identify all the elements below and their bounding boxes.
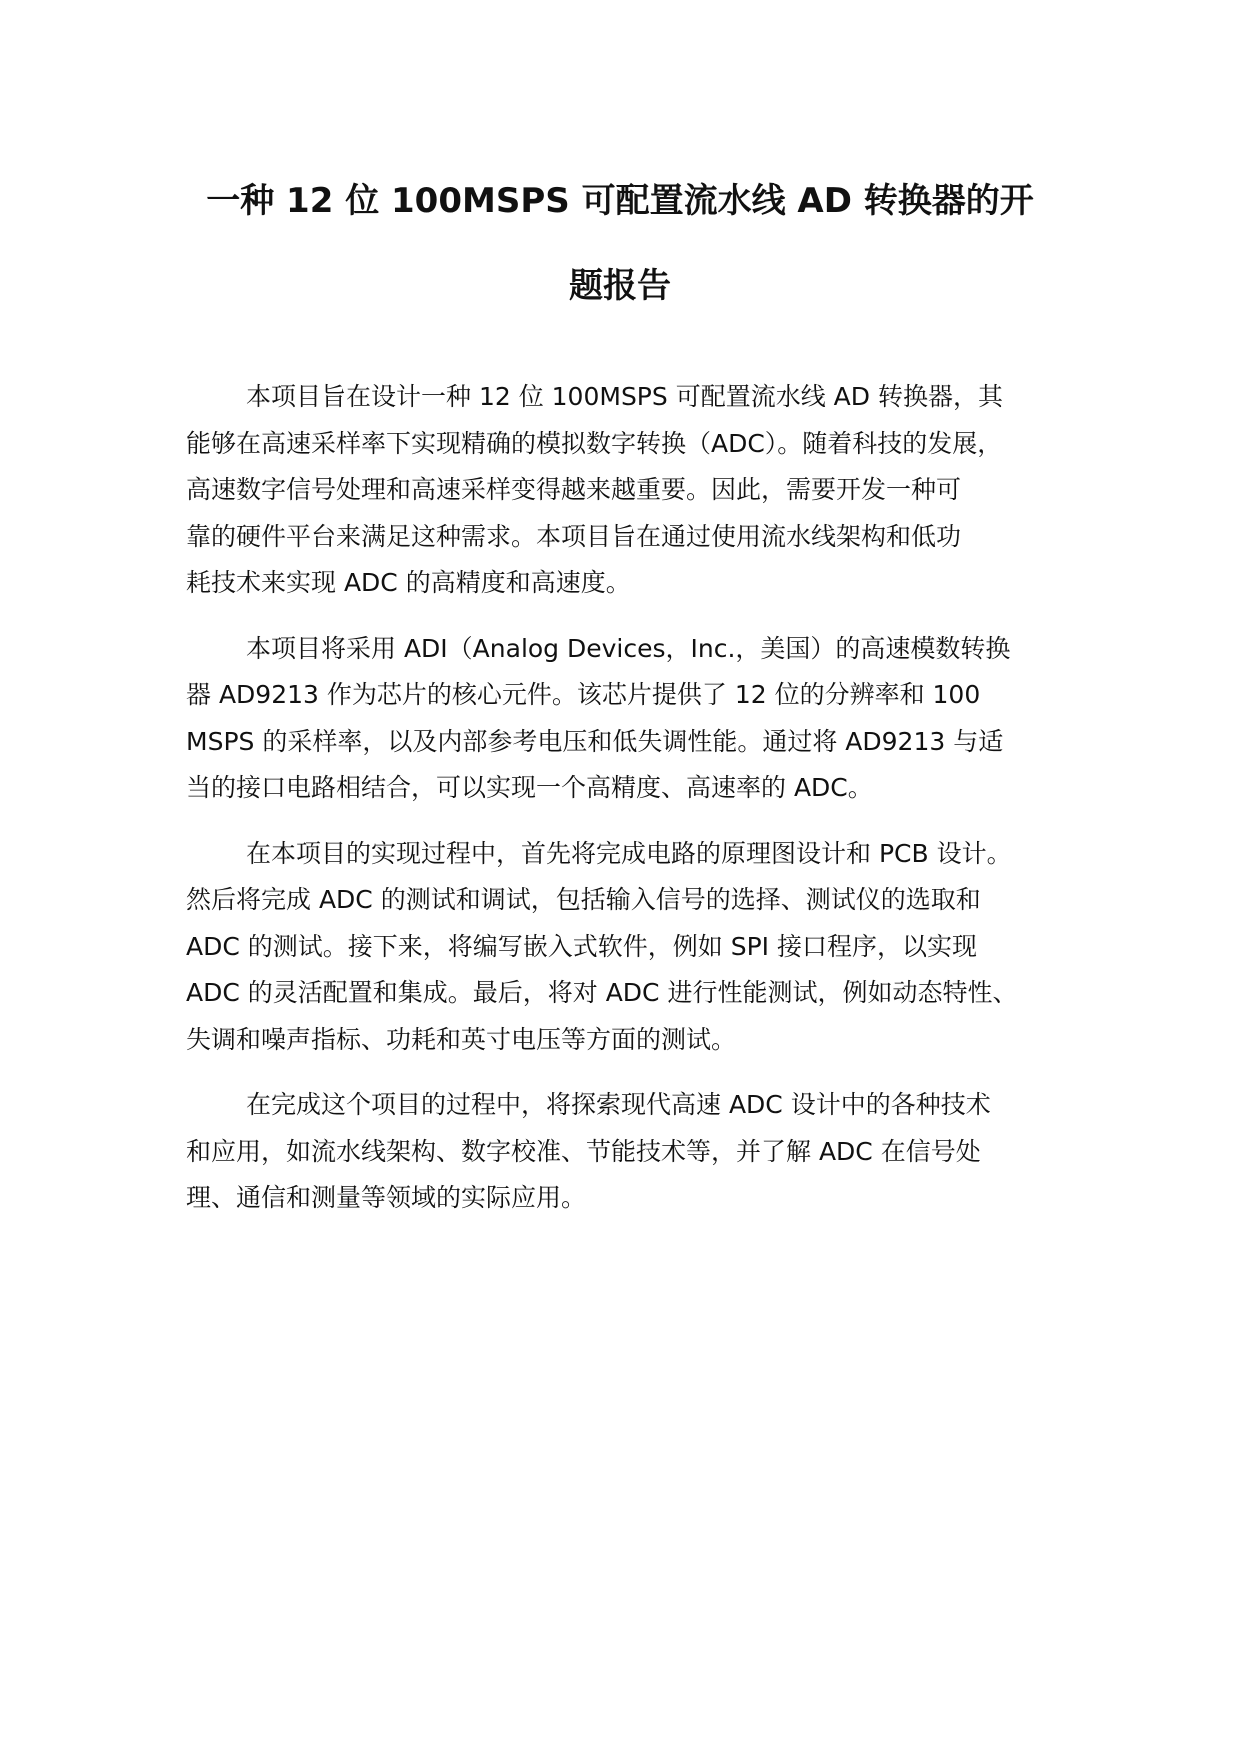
document-title-line-2: 题报告 bbox=[569, 266, 671, 306]
paragraph-line: 然后将完成 ADC 的测试和调试，包括输入信号的选择、测试仪的选取和 bbox=[186, 885, 981, 914]
paragraph-line: 和应用，如流水线架构、数字校准、节能技术等，并了解 ADC 在信号处 bbox=[186, 1136, 981, 1166]
paragraph-line: 失调和噪声指标、功耗和英寸电压等方面的测试。 bbox=[186, 1024, 737, 1054]
paragraph-line: 高速数字信号处理和高速采样变得越来越重要。因此，需要开发一种可 bbox=[186, 475, 962, 504]
document-title-line-1: 一种 12 位 100MSPS 可配置流水线 AD 转换器的开 bbox=[206, 181, 1034, 221]
paragraph-3 bbox=[186, 831, 1086, 1064]
paragraph-line: 在本项目的实现过程中，首先将完成电路的原理图设计和 PCB 设计。 bbox=[246, 838, 1012, 868]
paragraph-line: 在完成这个项目的过程中，将探索现代高速 ADC 设计中的各种技术 bbox=[246, 1090, 991, 1119]
document-body bbox=[186, 374, 1086, 1241]
paragraph-line: 耗技术来实现 ADC 的高精度和高速度。 bbox=[186, 568, 631, 597]
paragraph-line: 当的接口电路相结合，可以实现一个高精度、高速率的 ADC。 bbox=[186, 773, 873, 802]
paragraph-4 bbox=[186, 1082, 1086, 1222]
paragraph-line: 本项目将采用 ADI（Analog Devices，Inc.，美国）的高速模数转换 bbox=[246, 633, 1011, 663]
paragraph-line: 理、通信和测量等领域的实际应用。 bbox=[186, 1183, 587, 1212]
paragraph-line: 器 AD9213 作为芯片的核心元件。该芯片提供了 12 位的分辨率和 100 bbox=[186, 680, 981, 709]
paragraph-line: 能够在高速采样率下实现精确的模拟数字转换（ADC）。随着科技的发展， bbox=[186, 428, 1003, 458]
paragraph-line: MSPS 的采样率，以及内部参考电压和低失调性能。通过将 AD9213 与适 bbox=[186, 726, 1004, 756]
paragraph-2 bbox=[186, 626, 1086, 812]
paragraph-line: ADC 的测试。接下来，将编写嵌入式软件，例如 SPI 接口程序，以实现 bbox=[186, 931, 977, 961]
paragraph-1 bbox=[186, 374, 1086, 607]
paragraph-line: 靠的硬件平台来满足这种需求。本项目旨在通过使用流水线架构和低功 bbox=[186, 521, 962, 551]
paragraph-line: 本项目旨在设计一种 12 位 100MSPS 可配置流水线 AD 转换器，其 bbox=[246, 382, 1003, 411]
paragraph-line: ADC 的灵活配置和集成。最后，将对 ADC 进行性能测试，例如动态特性、 bbox=[186, 978, 1018, 1007]
